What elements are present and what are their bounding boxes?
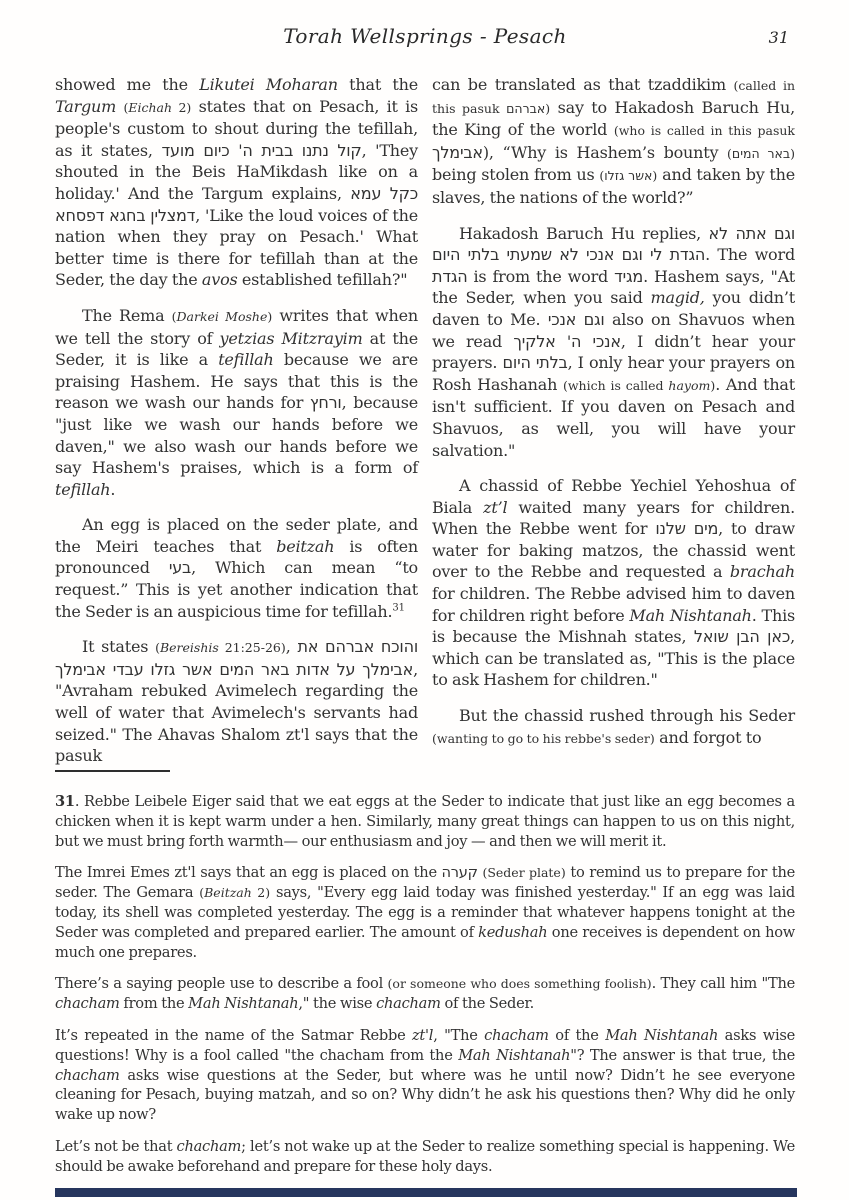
text-segment: בלתי היום [502, 353, 568, 373]
text-segment: yetzias Mitzrayim [219, 328, 363, 348]
text-segment: zt'l [411, 1026, 434, 1044]
text-segment: Likutei Moharan [199, 75, 338, 94]
text-segment: Targum [55, 96, 117, 116]
text-segment: It’s repeated in the name of the Satmar Rebbe [55, 1026, 412, 1044]
text-segment: hayom [668, 377, 711, 393]
text-segment: וגם אנכי [547, 309, 605, 329]
body-paragraph [55, 636, 418, 767]
footnote-separator [55, 770, 170, 772]
text-segment: (who is called in this pasuk [613, 123, 795, 139]
text-segment: ( [199, 885, 205, 901]
text-segment: ורחץ [309, 393, 342, 413]
text-segment: 31 [392, 602, 405, 614]
text-segment: Let’s not be that [55, 1137, 177, 1155]
footnote-paragraph [55, 792, 795, 851]
text-segment: one receives is dependent on how much one prepares. [55, 923, 795, 961]
text-segment: Beitzah [204, 885, 252, 901]
text-segment: is from the word [467, 266, 615, 286]
text-segment: ( [155, 640, 160, 656]
text-segment: tefillah [55, 479, 111, 499]
text-segment: ( [171, 308, 177, 324]
text-segment: (wanting to go to his rebbe's seder) [432, 730, 655, 746]
text-segment: הגדת [432, 266, 468, 286]
text-segment: . [110, 479, 116, 499]
text-segment: zt’l [483, 497, 508, 517]
text-segment: . This is because the Mishnah states, [432, 605, 796, 647]
text-segment: אברהם [506, 100, 546, 116]
text-segment: בעי [168, 558, 192, 578]
text-segment: . And that isn't sufficient. If you daven on Pesach and Shavuos, as well, you will have your salvation." [432, 374, 795, 460]
text-segment: of the Seder. [440, 995, 535, 1013]
text-segment: magid, [650, 288, 705, 308]
text-segment: . Rebbe Leibele Eiger said that we eat eggs at the Seder to indicate that just like an egg becomes a chicken when it is kept warm under a hen. Similarly, many great things can happen to us on this night, but we must bring forth warmth— our enthusiasm and joy — and then we will merit it. [55, 793, 795, 850]
text-segment: , I only hear your prayers on Rosh Hashanah [432, 353, 796, 394]
footnote-paragraph [55, 1137, 795, 1177]
text-segment: and forgot to [654, 727, 762, 747]
text-segment: והוכח אברהם את אבימלך על אדות באר המים אשר גזלו עבדי אבימלך [55, 637, 418, 679]
text-segment: But the chassid rushed through his Seder [459, 706, 795, 726]
text-segment: ) [652, 168, 658, 184]
text-segment: ( [599, 168, 605, 184]
footnotes-section [55, 792, 795, 1189]
text-segment: מים שלנו [655, 519, 719, 539]
text-segment: says, "Every egg laid today was finished yesterday." If an egg was laid today, its shell was completed yesterday. The egg is a reminder that whatever happens tonight at the Seder was completed and prepared earlier. The amount of [55, 884, 796, 941]
text-segment: Darkei Moshe [176, 308, 268, 324]
text-segment: asks wise questions at the Seder, but where was he until now? Didn’t he see everyone cleaning for Pesach, buying matzah, and so on? Why didn’t he ask his questions then? Why did he only wake up now? [55, 1066, 795, 1124]
page-header [55, 24, 795, 54]
text-segment: Mah Nishtanah [605, 1026, 719, 1044]
text-segment: kedushah [478, 923, 548, 941]
text-segment: chacham [376, 995, 441, 1013]
text-segment: established tefillah?" [237, 270, 408, 290]
text-segment: ) [545, 100, 551, 116]
text-segment: The Imrei Emes zt'l says that an egg is placed on the [55, 864, 442, 882]
text-segment: An egg is placed on the seder plate, and the Meiri teaches that [55, 515, 418, 556]
text-segment: (called in this pasuk [432, 78, 795, 116]
text-segment: It states [82, 637, 156, 657]
text-segment: ; let’s not wake up at the Seder to realize something special is happening. We should be awake beforehand and prepare for these holy days. [55, 1137, 795, 1175]
left-column [55, 74, 418, 781]
footnote-paragraph [55, 974, 795, 1014]
text-segment: at the Seder, it is like a [55, 328, 418, 370]
text-segment: states that on Pesach, it is people's custom to shout during the tefillah, as it states, [55, 96, 418, 160]
text-segment: is often pronounced [55, 536, 418, 578]
text-segment: , because "just like we wash our hands before we daven," we also wash our hands before we say Hashem's praises, which is a form of [55, 393, 418, 478]
text-segment: beitzah [276, 536, 335, 556]
footer-bar [55, 1188, 797, 1197]
text-segment: of the [548, 1026, 606, 1044]
text-segment: you didn’t daven to Me. [432, 288, 795, 329]
text-segment: 2) [172, 99, 192, 115]
text-segment: Hakadosh Baruch Hu replies, [459, 223, 709, 243]
text-segment: . Hashem says, "At the Seder, when you said [432, 266, 795, 308]
text-segment: , 'They shouted in the Beis HaMikdash like on a holiday.' And the Targum explains, [55, 140, 418, 203]
text-segment: . The word [705, 245, 795, 265]
text-segment: , which can be translated as, "This is the place to ask Hashem for children." [432, 627, 795, 690]
text-segment: can be translated as that tzaddikim [432, 75, 734, 94]
text-segment: "? The answer is that true, the [570, 1046, 795, 1064]
text-segment: tefillah [218, 350, 274, 370]
text-segment: because we are praising Hashem. He says that this is the reason we wash our hands for [55, 350, 418, 413]
text-segment: ," the wise [298, 995, 377, 1013]
body-paragraph [432, 223, 795, 462]
text-segment: chacham [484, 1026, 549, 1044]
text-segment: and taken by the slaves, the nations of the world?” [432, 165, 796, 207]
text-segment: 31 [55, 793, 75, 810]
text-segment: ) [790, 145, 795, 161]
text-segment: , Which can mean “to request.” This is yet another indication that the Seder is an auspicious time for tefillah. [55, 558, 418, 621]
text-segment: ) [267, 308, 273, 324]
text-segment: to remind us to prepare for the seder. The Gemara [55, 864, 795, 902]
text-segment: 21:25-26) [218, 640, 286, 656]
text-segment: ) [710, 377, 716, 393]
text-segment: for children. The Rebbe advised him to daven for children right before [432, 584, 795, 625]
text-segment: קול נתנו בבית ה' כיום מועד [161, 140, 362, 160]
text-segment: There’s a saying people use to describe a fool [55, 975, 388, 993]
footnote-paragraph [55, 863, 795, 962]
text-segment: ( [727, 145, 732, 161]
text-segment: (Seder plate) [482, 865, 566, 881]
text-segment: waited many years for children. When the Rebbe went for [432, 497, 796, 539]
text-segment: 2) [251, 885, 271, 901]
text-segment: being stolen from us [432, 165, 600, 185]
text-segment: chacham [55, 995, 120, 1013]
text-segment: Mah Nishtanah [188, 995, 299, 1013]
body-paragraph [432, 705, 795, 749]
text-segment: (which is called [562, 377, 669, 393]
text-segment: . They call him "The [651, 975, 796, 993]
text-segment: avos [201, 270, 238, 290]
text-segment: A chassid of Rebbe Yechiel Yehoshua of Biala [432, 476, 795, 517]
text-segment: כאן הבן שואל [693, 627, 791, 647]
footnote-paragraph [55, 1026, 795, 1125]
body-paragraph [432, 74, 795, 209]
text-segment: Mah Nishtanah [629, 605, 752, 625]
text-segment: showed me the [55, 75, 200, 94]
body-paragraph [432, 475, 795, 691]
text-segment: אשר גזלו [604, 168, 653, 184]
text-segment: that the [337, 75, 418, 94]
text-segment: The Rema [82, 305, 172, 325]
text-segment: also on Shavuos when we read [432, 309, 795, 351]
text-segment: (or someone who does something foolish) [387, 976, 652, 992]
text-segment: , I didn’t hear your prayers. [432, 331, 795, 373]
text-segment: chacham [176, 1137, 242, 1155]
text-segment: writes that when we tell the story of [55, 305, 418, 348]
text-segment: , 'Like the loud voices of the nation when they pray on Pesach.' What better time is there for tefillah than at the Seder, the day the [55, 205, 418, 290]
text-segment: באר המים [731, 145, 791, 161]
text-segment: say to Hakadosh Baruch Hu, the King of the world [432, 97, 796, 140]
text-segment: brachah [729, 562, 795, 582]
text-segment: קערה [441, 864, 478, 882]
text-segment: chacham [55, 1066, 120, 1084]
body-paragraph [55, 514, 418, 622]
text-segment: Bereishis [159, 640, 219, 656]
body-paragraph [55, 74, 418, 291]
page-title: Torah Wellsprings - Pesach [283, 24, 567, 48]
right-column [432, 74, 795, 781]
text-columns [55, 74, 795, 781]
text-segment: , [285, 637, 298, 657]
text-segment: asks wise questions! Why is a fool called "the chacham from the [55, 1026, 795, 1064]
body-paragraph [55, 305, 418, 500]
page-number: 31 [768, 28, 789, 47]
text-segment: from the [119, 995, 189, 1013]
text-segment: , to draw water for baking matzos, the chassid went over to the Rebbe and requested a [432, 519, 795, 582]
text-segment: כקל עמא דמצלין בחגא דפסחא [55, 183, 418, 225]
text-segment: וגם אתה לא הגדת לי וגם אנכי לא שמעתי בלתי היום [432, 223, 795, 265]
text-segment: מגיד [614, 266, 644, 286]
text-segment: אבימלך [432, 142, 483, 162]
text-segment: Eichah [128, 99, 173, 115]
text-segment: אנכי ה' אלקיך [513, 331, 621, 351]
text-segment: ), “Why is Hashem’s bounty [482, 142, 728, 162]
text-segment: , "The [433, 1026, 485, 1044]
text-segment: Mah Nishtanah [458, 1046, 571, 1064]
text-segment: ( [123, 99, 129, 115]
text-segment: , "Avraham rebuked Avimelech regarding the well of water that Avimelech's servants had seized." The Ahavas Shalom zt'l says that the pasuk [55, 659, 418, 766]
